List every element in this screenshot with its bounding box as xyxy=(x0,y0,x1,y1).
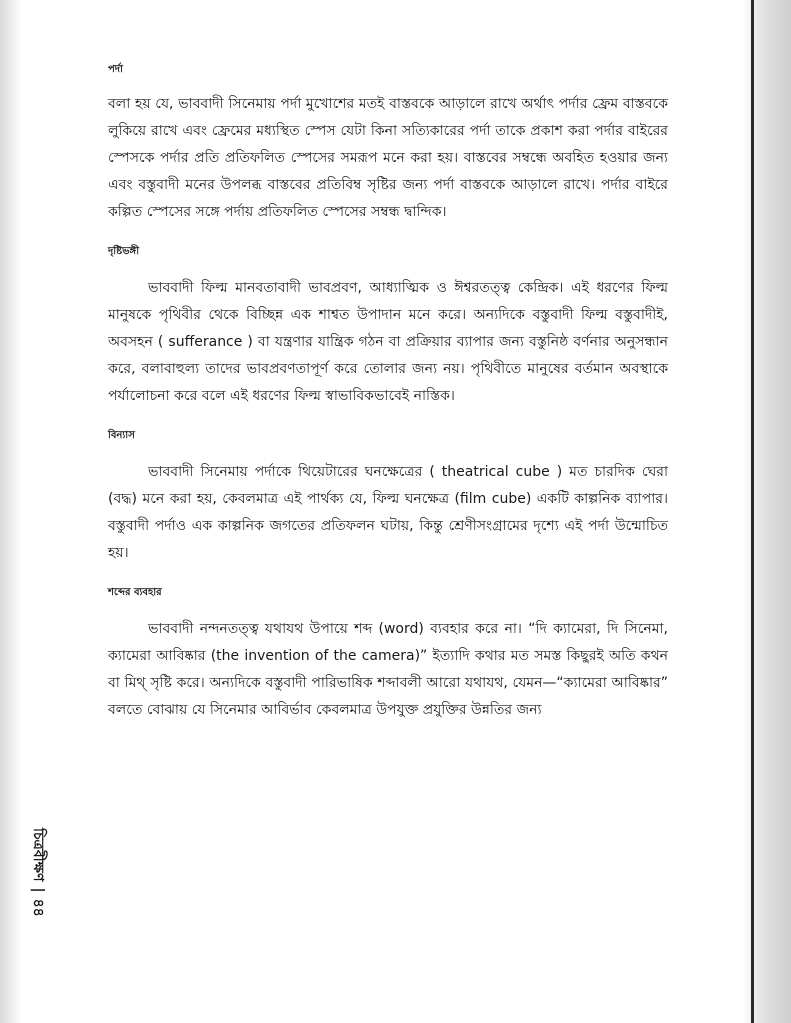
page-gutter-shadow xyxy=(0,0,22,1023)
paragraph-word-usage: ভাববাদী নন্দনতত্ত্ব যথাযথ উপায়ে শব্দ (word) ব্যবহার করে না। “দি ক্যামেরা, দি সিনেমা, ক্যামেরা আবিষ্কার (the invention of the camera)” ইত্যাদি কথার মত সমস্ত কিছুরই অতি কথন বা মিথ্ সৃষ্টি করে। অন্যদিকে বস্তুবাদী পারিভাষিক শব্দাবলী আরো যথাযথ, যেমন—“ক্যামেরা আবিষ্কার” বলতে বোঝায় যে সিনেমার আবির্ভাব কেবলমাত্র উপযুক্ত প্রযুক্তির উন্নতির জন্য xyxy=(108,621,668,718)
paragraph-composition: ভাববাদী সিনেমায় পর্দাকে থিয়েটারের ঘনক্ষেত্রের ( theatrical cube ) মত চারদিক ঘেরা (বদ্ধ) মনে করা হয়, কেবলমাত্র এই পার্থক্য যে, ফিল্ম ঘনক্ষেত্র (film cube) একটি কাল্পনিক ব্যাপার। বস্তুবাদী পর্দাও এক কাল্পনিক জগতের প্রতিফলন ঘটায়, কিন্তু শ্রেণীসংগ্রামের দৃশ্যে এই পর্দা উন্মোচিত হয়। xyxy=(108,464,668,561)
section-heading-word-usage: শব্দের ব্যবহার xyxy=(108,587,162,598)
page-folio xyxy=(26,828,50,917)
section-heading-composition: বিন্যাস xyxy=(108,430,135,441)
page-number: ৪৪ xyxy=(30,898,46,917)
section-heading-perspective: দৃষ্টিভঙ্গী xyxy=(108,246,140,257)
folio-separator: | xyxy=(30,887,46,893)
page-body xyxy=(108,62,668,724)
running-head: পর্দা xyxy=(108,64,123,75)
paragraph-screen-mask: বলা হয় যে, ভাববাদী সিনেমায় পর্দা মুখোশের মতই বাস্তবকে আড়ালে রাখে অর্থাৎ পর্দার ফ্রেম বাস্তবকে লুকিয়ে রাখে এবং ফ্রেমের মধ্যস্থিত স্পেস যেটা কিনা সত্যিকারের পর্দা তাকে প্রকাশ করা পর্দার বাইরের স্পেসকে পর্দার প্রতি প্রতিফলিত স্পেসের সমরূপ মনে করা হয়। বাস্তবের সম্বন্ধে অবহিত হওয়ার জন্য এবং বস্তুবাদী মনের উপলব্ধ বাস্তবের প্রতিবিম্ব সৃষ্টির জন্য পর্দা বাস্তবকে আড়ালে রাখে। পর্দার বাইরে কল্পিত স্পেসের সঙ্গে পর্দায় প্রতিফলিত স্পেসের সম্বন্ধ দ্বান্দিক। xyxy=(108,96,668,220)
paragraph-perspective: ভাববাদী ফিল্ম মানবতাবাদী ভাবপ্রবণ, আধ্যাত্মিক ও ঈশ্বরতত্ত্ব কেন্দ্রিক। এই ধরণের ফিল্ম মানুষকে পৃথিবীর থেকে বিচ্ছিন্ন এক শাশ্বত উপাদান মনে করে। অন্যদিকে বস্তুবাদী ফিল্ম বস্তুবাদীই, অবসহন ( sufferance ) বা যন্ত্রণার যান্ত্রিক গঠন বা প্রক্রিয়ার ব্যাপার জন্য বস্তুনিষ্ঠ বর্ণনার অনুসন্ধান করে, বলাবাহুল্য তাদের ভাবপ্রবণতাপূর্ণ করে তোলার জন্য নয়। পৃথিবীতে মানুষের বর্তমান অবস্থাকে পর্যালোচনা করে বলে এই ধরণের ফিল্ম স্বাভাবিকভাবেই নাস্তিক। xyxy=(108,280,668,404)
page-edge-line xyxy=(751,0,754,1023)
journal-name: চিত্রবীক্ষণ xyxy=(30,828,46,882)
